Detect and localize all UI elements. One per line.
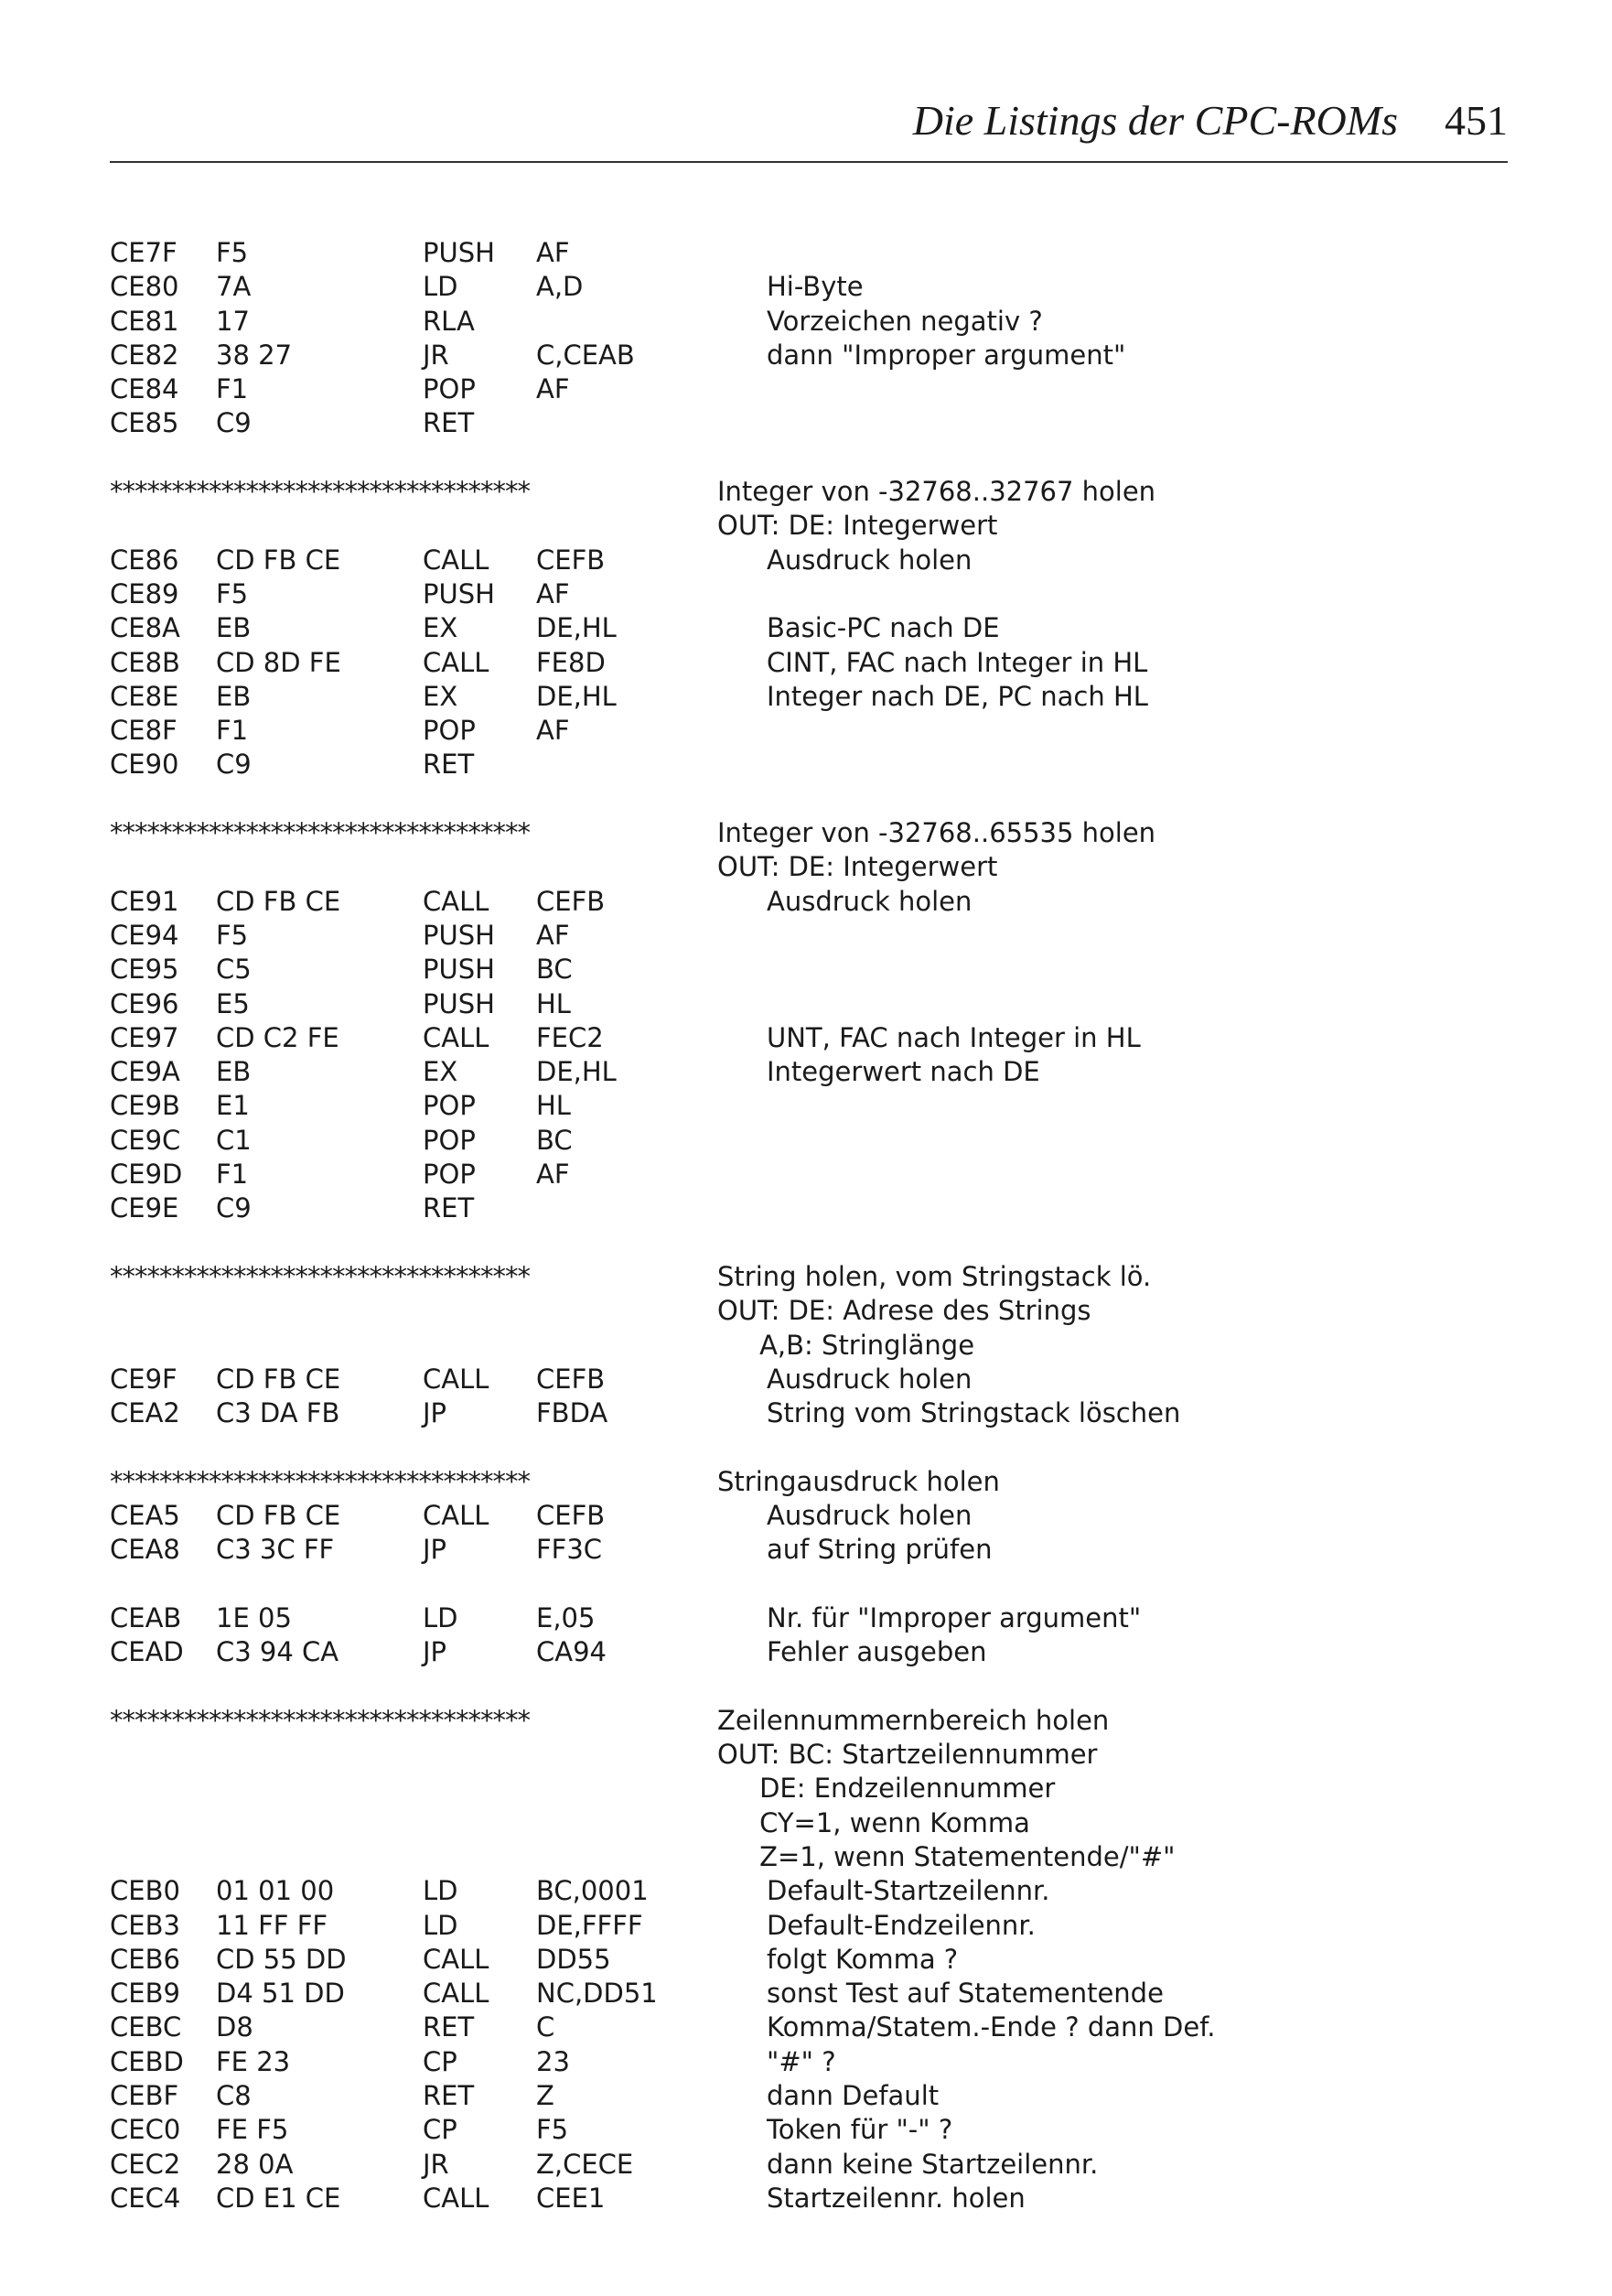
routine-description: String holen, vom Stringstack lö.: [717, 1260, 1152, 1292]
routine-description: OUT: DE: Integerwert: [717, 510, 998, 542]
listing-line: [110, 1396, 1508, 1430]
mnemonic: JP: [423, 1534, 447, 1566]
routine-description: Integer von -32768..32767 holen: [717, 476, 1156, 508]
listing-line: [110, 577, 1508, 611]
mnemonic: RLA: [423, 305, 475, 337]
mnemonic: CALL: [423, 2182, 489, 2214]
listing-line: [110, 544, 1508, 577]
operand: AF: [536, 715, 570, 747]
operand: F5: [536, 2114, 569, 2146]
comment: Ausdruck holen: [767, 1499, 973, 1531]
operand: BC: [536, 1124, 573, 1156]
opcode-bytes: FE F5: [216, 2114, 289, 2146]
separator-stars: **********************************: [110, 1465, 530, 1497]
operand: 23: [536, 2045, 570, 2077]
opcode-bytes: F1: [216, 715, 249, 747]
opcode-bytes: CD FB CE: [216, 544, 341, 576]
operand: HL: [536, 987, 571, 1019]
listing-line: [110, 1363, 1508, 1396]
comment: Default-Endzeilennr.: [767, 1909, 1036, 1941]
opcode-bytes: FE 23: [216, 2045, 291, 2077]
address: CEC2: [110, 2148, 181, 2180]
address: CEBD: [110, 2045, 184, 2077]
opcode-bytes: C3 94 CA: [216, 1636, 339, 1668]
mnemonic: LD: [423, 1909, 458, 1941]
opcode-bytes: 28 0A: [216, 2148, 294, 2180]
listing-line: [110, 1499, 1508, 1533]
routine-description: Stringausdruck holen: [717, 1465, 1000, 1497]
blank-line: [110, 1430, 1508, 1464]
mnemonic: PUSH: [423, 237, 495, 268]
comment: Hi-Byte: [767, 271, 864, 303]
opcode-bytes: 7A: [216, 271, 252, 303]
listing-line: [110, 919, 1508, 953]
opcode-bytes: F1: [216, 373, 249, 405]
listing-line: [110, 1294, 1508, 1328]
listing-line: [110, 236, 1508, 270]
listing-line: [110, 372, 1508, 406]
mnemonic: EX: [423, 612, 458, 644]
address: CEBF: [110, 2080, 179, 2112]
section-separator: [110, 1260, 1508, 1294]
section-separator: [110, 816, 1508, 850]
address: CE9A: [110, 1056, 180, 1088]
comment: Default-Startzeilennr.: [767, 1875, 1050, 1907]
listing-line: [110, 748, 1508, 782]
mnemonic: CALL: [423, 1943, 489, 1975]
operand: FBDA: [536, 1397, 608, 1429]
address: CE9E: [110, 1192, 179, 1224]
listing-line: [110, 646, 1508, 680]
address: CEB0: [110, 1875, 180, 1907]
comment: Ausdruck holen: [767, 1363, 973, 1395]
listing-line: [110, 2045, 1508, 2079]
blank-line: [110, 782, 1508, 816]
address: CE9D: [110, 1159, 183, 1191]
address: CEB6: [110, 1943, 180, 1975]
blank-line: [110, 1226, 1508, 1260]
operand: AF: [536, 577, 570, 609]
address: CE91: [110, 885, 179, 917]
opcode-bytes: 38 27: [216, 339, 293, 371]
opcode-bytes: D4 51 DD: [216, 1978, 345, 2010]
operand: C: [536, 2011, 555, 2043]
routine-description: Zeilennummernbereich holen: [717, 1704, 1110, 1736]
listing-line: [110, 2010, 1508, 2044]
listing-line: [110, 1191, 1508, 1225]
operand: A,D: [536, 271, 584, 303]
opcode-bytes: C5: [216, 954, 252, 986]
opcode-bytes: 1E 05: [216, 1601, 292, 1633]
comment: Vorzeichen negativ ?: [767, 305, 1043, 337]
comment: Fehler ausgeben: [767, 1636, 987, 1668]
operand: AF: [536, 919, 570, 951]
comment: sonst Test auf Statementende: [767, 1978, 1164, 2010]
mnemonic: JP: [423, 1636, 447, 1668]
opcode-bytes: C9: [216, 407, 252, 439]
mnemonic: POP: [423, 715, 476, 747]
opcode-bytes: CD 8D FE: [216, 646, 341, 678]
opcode-bytes: C8: [216, 2080, 252, 2112]
address: CE7F: [110, 237, 177, 268]
mnemonic: POP: [423, 373, 476, 405]
address: CE85: [110, 407, 179, 439]
comment: UNT, FAC nach Integer in HL: [767, 1021, 1141, 1053]
opcode-bytes: D8: [216, 2011, 253, 2043]
mnemonic: CALL: [423, 885, 489, 917]
operand: CA94: [536, 1636, 607, 1668]
comment: Integer nach DE, PC nach HL: [767, 680, 1148, 712]
opcode-bytes: C9: [216, 749, 252, 781]
listing-line: [110, 1874, 1508, 1908]
operand: AF: [536, 1159, 570, 1191]
opcode-bytes: EB: [216, 680, 252, 712]
listing-line: [110, 305, 1508, 339]
routine-description: Z=1, wenn Statementende/"#": [717, 1840, 1176, 1872]
address: CEC4: [110, 2182, 181, 2214]
operand: DE,FFFF: [536, 1909, 643, 1941]
address: CE86: [110, 544, 179, 576]
address: CEBC: [110, 2011, 182, 2043]
mnemonic: JP: [423, 1397, 447, 1429]
address: CE89: [110, 577, 179, 609]
opcode-bytes: E1: [216, 1090, 250, 1122]
running-title: Die Listings der CPC-ROMs: [912, 97, 1398, 144]
listing-line: [110, 1533, 1508, 1567]
listing-line: [110, 339, 1508, 372]
opcode-bytes: F5: [216, 237, 249, 268]
address: CEAB: [110, 1601, 182, 1633]
operand: FE8D: [536, 646, 606, 678]
mnemonic: RET: [423, 1192, 475, 1224]
assembly-listing: [110, 236, 1508, 2215]
address: CEA8: [110, 1534, 180, 1566]
opcode-bytes: CD FB CE: [216, 885, 341, 917]
listing-line: [110, 509, 1508, 543]
separator-stars: **********************************: [110, 1260, 530, 1292]
comment: folgt Komma ?: [767, 1943, 959, 1975]
listing-line: [110, 1158, 1508, 1191]
address: CE80: [110, 271, 179, 303]
operand: CEFB: [536, 885, 606, 917]
comment: Integerwert nach DE: [767, 1056, 1040, 1088]
listing-line: [110, 987, 1508, 1021]
address: CE96: [110, 987, 179, 1019]
opcode-bytes: 17: [216, 305, 250, 337]
address: CE90: [110, 749, 179, 781]
address: CE84: [110, 373, 179, 405]
blank-line: [110, 1568, 1508, 1601]
operand: NC,DD51: [536, 1978, 658, 2010]
routine-description: DE: Endzeilennummer: [717, 1773, 1056, 1805]
mnemonic: PUSH: [423, 954, 495, 986]
operand: AF: [536, 373, 570, 405]
mnemonic: RET: [423, 749, 475, 781]
address: CE8B: [110, 646, 180, 678]
blank-line: [110, 441, 1508, 475]
mnemonic: CALL: [423, 1021, 489, 1053]
operand: DD55: [536, 1943, 611, 1975]
listing-line: [110, 1055, 1508, 1089]
comment: Nr. für "Improper argument": [767, 1601, 1142, 1633]
operand: CEFB: [536, 544, 606, 576]
mnemonic: CP: [423, 2045, 457, 2077]
operand: DE,HL: [536, 1056, 617, 1088]
listing-line: [110, 1329, 1508, 1363]
operand: CEE1: [536, 2182, 606, 2214]
address: CE9C: [110, 1124, 181, 1156]
operand: DE,HL: [536, 612, 617, 644]
mnemonic: RET: [423, 407, 475, 439]
mnemonic: POP: [423, 1090, 476, 1122]
routine-description: OUT: DE: Integerwert: [717, 851, 998, 883]
separator-stars: **********************************: [110, 476, 530, 508]
listing-line: [110, 1909, 1508, 1943]
operand: E,05: [536, 1601, 596, 1633]
listing-line: [110, 680, 1508, 714]
mnemonic: CALL: [423, 1499, 489, 1531]
mnemonic: LD: [423, 1875, 458, 1907]
mnemonic: EX: [423, 1056, 458, 1088]
operand: CEFB: [536, 1499, 606, 1531]
listing-line: [110, 1977, 1508, 2010]
operand: BC: [536, 954, 573, 986]
mnemonic: JR: [423, 2148, 449, 2180]
opcode-bytes: F1: [216, 1159, 249, 1191]
operand: C,CEAB: [536, 339, 635, 371]
opcode-bytes: CD FB CE: [216, 1363, 341, 1395]
listing-line: [110, 1806, 1508, 1840]
opcode-bytes: C3 DA FB: [216, 1397, 340, 1429]
listing-line: [110, 1124, 1508, 1158]
address: CEA2: [110, 1397, 180, 1429]
listing-line: [110, 1021, 1508, 1055]
header-rule: [110, 161, 1508, 163]
listing-line: [110, 1738, 1508, 1772]
listing-line: [110, 2182, 1508, 2215]
separator-stars: **********************************: [110, 817, 530, 849]
listing-line: [110, 611, 1508, 645]
address: CEB9: [110, 1978, 180, 2010]
address: CE8A: [110, 612, 180, 644]
listing-line: [110, 850, 1508, 884]
routine-description: A,B: Stringlänge: [717, 1329, 975, 1361]
opcode-bytes: CD C2 FE: [216, 1021, 339, 1053]
address: CEB3: [110, 1909, 180, 1941]
operand: DE,HL: [536, 680, 617, 712]
opcode-bytes: E5: [216, 987, 250, 1019]
operand: FF3C: [536, 1534, 603, 1566]
listing-line: [110, 1089, 1508, 1123]
opcode-bytes: C3 3C FF: [216, 1534, 335, 1566]
page-number: 451: [1445, 97, 1508, 144]
opcode-bytes: 11 FF FF: [216, 1909, 328, 1941]
opcode-bytes: C9: [216, 1192, 252, 1224]
section-separator: [110, 475, 1508, 509]
address: CE81: [110, 305, 179, 337]
mnemonic: POP: [423, 1124, 476, 1156]
address: CEA5: [110, 1499, 180, 1531]
address: CE82: [110, 339, 179, 371]
address: CE8E: [110, 680, 179, 712]
opcode-bytes: 01 01 00: [216, 1875, 335, 1907]
mnemonic: LD: [423, 1601, 458, 1633]
routine-description: Integer von -32768..65535 holen: [717, 817, 1156, 849]
operand: HL: [536, 1090, 571, 1122]
operand: Z: [536, 2080, 554, 2112]
opcode-bytes: EB: [216, 612, 252, 644]
comment: dann Default: [767, 2080, 940, 2112]
listing-line: [110, 885, 1508, 919]
listing-line: [110, 406, 1508, 440]
listing-line: [110, 1635, 1508, 1669]
address: CE9B: [110, 1090, 180, 1122]
listing-line: [110, 1601, 1508, 1635]
mnemonic: CALL: [423, 1978, 489, 2010]
listing-line: [110, 953, 1508, 986]
blank-line: [110, 1669, 1508, 1703]
opcode-bytes: CD 55 DD: [216, 1943, 347, 1975]
comment: CINT, FAC nach Integer in HL: [767, 646, 1148, 678]
address: CE97: [110, 1021, 179, 1053]
opcode-bytes: F5: [216, 577, 249, 609]
listing-line: [110, 2113, 1508, 2147]
comment: "#" ?: [767, 2045, 836, 2077]
mnemonic: PUSH: [423, 577, 495, 609]
operand: AF: [536, 237, 570, 268]
listing-line: [110, 714, 1508, 748]
mnemonic: JR: [423, 339, 449, 371]
comment: Ausdruck holen: [767, 544, 973, 576]
mnemonic: CALL: [423, 646, 489, 678]
mnemonic: CALL: [423, 1363, 489, 1395]
operand: Z,CECE: [536, 2148, 634, 2180]
address: CEC0: [110, 2114, 181, 2146]
mnemonic: EX: [423, 680, 458, 712]
listing-line: [110, 270, 1508, 304]
opcode-bytes: CD E1 CE: [216, 2182, 341, 2214]
comment: Startzeilennr. holen: [767, 2182, 1026, 2214]
comment: Basic-PC nach DE: [767, 612, 1000, 644]
address: CE95: [110, 954, 179, 986]
routine-description: OUT: BC: Startzeilennummer: [717, 1739, 1098, 1771]
listing-line: [110, 1772, 1508, 1806]
comment: dann "Improper argument": [767, 339, 1126, 371]
operand: BC,0001: [536, 1875, 649, 1907]
opcode-bytes: CD FB CE: [216, 1499, 341, 1531]
routine-description: CY=1, wenn Komma: [717, 1806, 1030, 1838]
separator-stars: **********************************: [110, 1704, 530, 1736]
opcode-bytes: C1: [216, 1124, 252, 1156]
address: CE94: [110, 919, 179, 951]
address: CE8F: [110, 715, 177, 747]
mnemonic: PUSH: [423, 919, 495, 951]
address: CEAD: [110, 1636, 184, 1668]
comment: Ausdruck holen: [767, 885, 973, 917]
listing-line: [110, 2148, 1508, 2182]
opcode-bytes: EB: [216, 1056, 252, 1088]
page-header: [110, 96, 1508, 160]
operand: FEC2: [536, 1021, 604, 1053]
comment: String vom Stringstack löschen: [767, 1397, 1181, 1429]
mnemonic: PUSH: [423, 987, 495, 1019]
comment: Komma/Statem.-Ende ? dann Def.: [767, 2011, 1216, 2043]
operand: CEFB: [536, 1363, 606, 1395]
mnemonic: RET: [423, 2011, 475, 2043]
address: CE9F: [110, 1363, 177, 1395]
listing-line: [110, 1840, 1508, 1874]
comment: dann keine Startzeilennr.: [767, 2148, 1099, 2180]
mnemonic: CP: [423, 2114, 457, 2146]
routine-description: OUT: DE: Adrese des Strings: [717, 1295, 1091, 1327]
section-separator: [110, 1465, 1508, 1499]
mnemonic: POP: [423, 1159, 476, 1191]
mnemonic: RET: [423, 2080, 475, 2112]
listing-line: [110, 1943, 1508, 1977]
mnemonic: LD: [423, 271, 458, 303]
opcode-bytes: F5: [216, 919, 249, 951]
comment: auf String prüfen: [767, 1534, 993, 1566]
section-separator: [110, 1704, 1508, 1738]
mnemonic: CALL: [423, 544, 489, 576]
comment: Token für "-" ?: [767, 2114, 953, 2146]
listing-line: [110, 2079, 1508, 2113]
